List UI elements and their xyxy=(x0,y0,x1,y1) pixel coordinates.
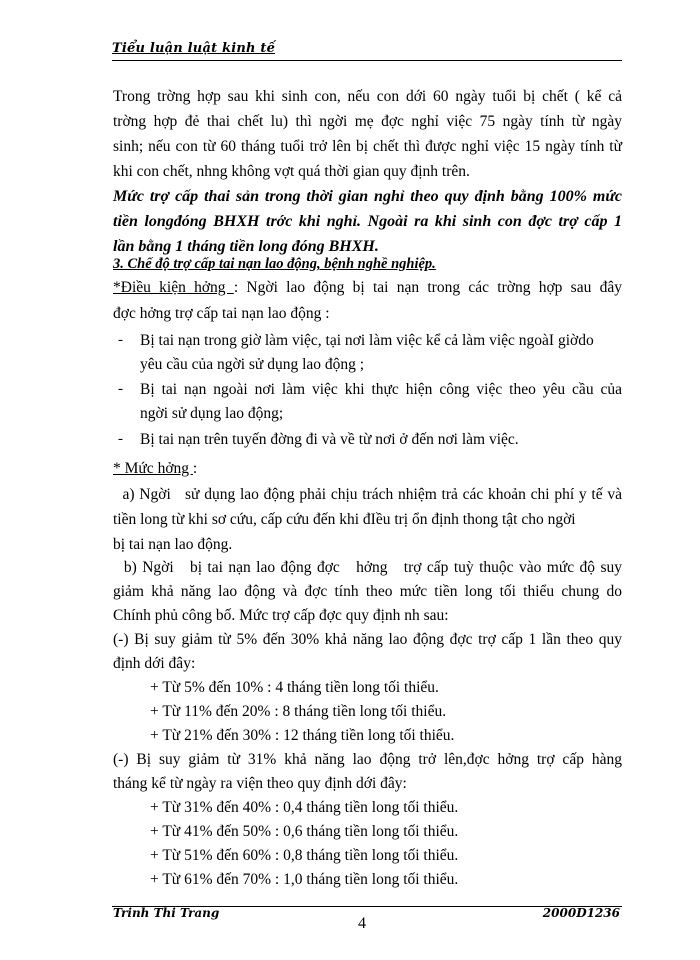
conditions-label: *Điều kiện hởng xyxy=(113,279,234,296)
bullet-dash: - xyxy=(118,381,123,397)
header-title: Tiểu luận luật kinh tế xyxy=(112,41,276,56)
item-a-line: bị tai nạn lao động. xyxy=(113,536,233,553)
group1-item: + Từ 11% đến 20% : 8 tháng tiền long tối thiểu. xyxy=(150,703,447,720)
bullet-line: Bị tai nạn trong giờ làm việc, tại nơi làm việc kể cả làm việc ngoàI giờdo xyxy=(140,332,594,349)
item-b-line: Chính phủ công bố. Mức trợ cấp đợc quy định nh sau: xyxy=(113,607,449,624)
group1-intro-line: (-) Bị suy giảm từ 5% đến 30% khả năng lao động đợc trợ cấp 1 lần theo quy xyxy=(113,631,622,648)
benefit-colon: : xyxy=(192,460,198,477)
bullet-line: yêu cầu của ngời sử dụng lao động ; xyxy=(140,356,365,373)
paragraph-line: trờng hợp đẻ thai chết lu) thì ngời mẹ đợc nghỉ việc 75 ngày tính từ ngày xyxy=(113,113,622,130)
emphasis-line: tiền longđóng BHXH trớc khi nghỉ. Ngoài ra khi sinh con đợc trợ cấp 1 xyxy=(113,213,622,230)
group2-intro-line: tháng kể từ ngày ra viện theo quy định dới đây: xyxy=(113,775,407,792)
bullet-line: Bị tai nạn ngoài nơi làm việc khi thực hiện công việc theo yêu cầu của xyxy=(140,381,622,398)
item-a-line: a) Ngời sử dụng lao động phải chịu trách nhiệm trả các khoản chi phí y tế và xyxy=(113,486,622,503)
group2-intro-line: (-) Bị suy giảm từ 31% khả năng lao động trở lên,đợc hởng trợ cấp hàng xyxy=(113,751,622,768)
bullet-dash: - xyxy=(118,431,123,447)
footer-author: Trinh Thi Trang xyxy=(113,906,220,920)
emphasis-line: Mức trợ cấp thai sản trong thời gian nghỉ theo quy định bằng 100% mức xyxy=(113,188,622,205)
bullet-line: Bị tai nạn trên tuyến đờng đi và về từ nơi ở đến nơi làm việc. xyxy=(140,431,519,448)
emphasis-line: lần bằng 1 tháng tiền long đóng BHXH. xyxy=(113,238,379,255)
paragraph-line: sinh; nếu con từ 60 tháng tuổi trở lên bị chết thì được nghỉ việc 15 ngày tính từ xyxy=(113,138,622,155)
page-number: 4 xyxy=(358,915,366,932)
conditions-intro-line2: đợc hởng trợ cấp tai nạn lao động : xyxy=(113,305,330,322)
benefit-heading xyxy=(113,459,197,479)
group1-intro-line: định dới đây: xyxy=(113,655,196,672)
bullet-line: ngời sử dụng lao động; xyxy=(140,405,284,422)
section-heading: 3. Chế độ trợ cấp tai nạn lao động, bệnh nghề nghiệp. xyxy=(113,256,436,272)
group2-item: + Từ 61% đến 70% : 1,0 tháng tiền long tối thiểu. xyxy=(150,871,459,888)
paragraph-line: khi con chết, nhng không vợt quá thời gian quy định trên. xyxy=(113,163,470,180)
bullet-dash: - xyxy=(118,332,123,348)
page-header xyxy=(112,40,622,61)
group1-item: + Từ 5% đến 10% : 4 tháng tiền long tối thiểu. xyxy=(150,679,439,696)
item-b-line: b) Ngời bị tai nạn lao động đợc hởng trợ cấp tuỳ thuộc vào mức độ suy xyxy=(113,559,622,576)
group1-item: + Từ 21% đến 30% : 12 tháng tiền long tối thiểu. xyxy=(150,727,455,744)
item-a-line: tiền long từ khi sơ cứu, cấp cứu đến khi đIều trị ổn định thong tật cho ngời xyxy=(113,511,576,528)
paragraph-line: Trong trờng hợp sau khi sinh con, nếu con dới 60 ngày tuổi bị chết ( kể cả xyxy=(113,88,622,105)
benefit-label: * Mức hởng xyxy=(113,460,193,477)
group2-item: + Từ 41% đến 50% : 0,6 tháng tiền long tối thiểu. xyxy=(150,823,459,840)
footer-student-id: 2000D1236 xyxy=(542,906,620,920)
conditions-intro xyxy=(113,278,622,298)
item-b-line: giảm khả năng lao động và đợc tính theo mức tiền long tối thiểu chung do xyxy=(113,583,622,600)
conditions-intro-text: : Ngời lao động bị tai nạn trong các trờng hợp sau đây xyxy=(233,279,622,296)
group2-item: + Từ 31% đến 40% : 0,4 tháng tiền long tối thiểu. xyxy=(150,799,459,816)
group2-item: + Từ 51% đến 60% : 0,8 tháng tiền long tối thiểu. xyxy=(150,847,459,864)
